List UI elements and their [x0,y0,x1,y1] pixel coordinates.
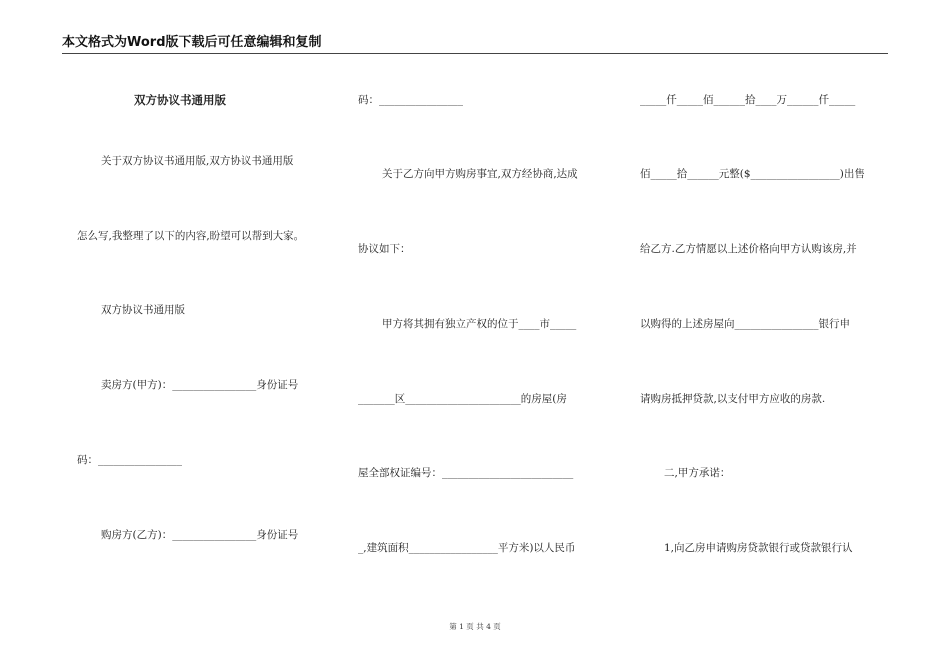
buyer-id-line: 码：________________ [358,94,463,106]
paragraph-line: 怎么写,我整理了以下的内容,盼望可以帮到大家。 [77,230,305,242]
text-column-3 [640,0,890,672]
paragraph-line: 屋全部权证编号：_________________________ [358,467,574,479]
paragraph-line: _______区______________________的房屋(房 [358,393,567,405]
paragraph-line: 协议如下： [358,243,411,255]
paragraph-line: 给乙方.乙方情愿以上述价格向甲方认购该房,并 [640,243,857,255]
text-column-1 [77,0,327,672]
paragraph-line: 关于乙方向甲方购房事宜,双方经协商,达成 [382,168,578,180]
paragraph-line: 关于双方协议书通用版,双方协议书通用版 [101,155,294,167]
paragraph-line: 佰_____拾______元整($_________________)出售 [640,168,865,180]
buyer-line: 购房方(乙方)：________________身份证号 [101,529,299,541]
paragraph-line: _____仟_____佰______拾____万______仟_____ [640,94,856,106]
paragraph-line: 以购得的上述房屋向________________银行申 [640,318,850,330]
paragraph-line: _,建筑面积_________________平方米)以人民币 [358,542,576,554]
paragraph-line: 甲方将其拥有独立产权的位于____市_____ [382,318,577,330]
text-column-2 [358,0,608,672]
section-heading: 二,甲方承诺： [664,467,731,479]
header-text: 本文格式为Word版下载后可任意编辑和复制 [62,35,322,50]
seller-id-line: 码：________________ [77,454,182,466]
subtitle-line: 双方协议书通用版 [101,304,185,316]
seller-line: 卖房方(甲方)：________________身份证号 [101,379,299,391]
paragraph-line: 请购房抵押贷款,以支付甲方应收的房款. [640,393,826,405]
document-title: 双方协议书通用版 [134,93,226,107]
paragraph-line: 1,向乙房申请购房贷款银行或贷款银行认 [664,542,853,554]
page-footer: 第 1 页 共 4 页 [449,622,501,631]
